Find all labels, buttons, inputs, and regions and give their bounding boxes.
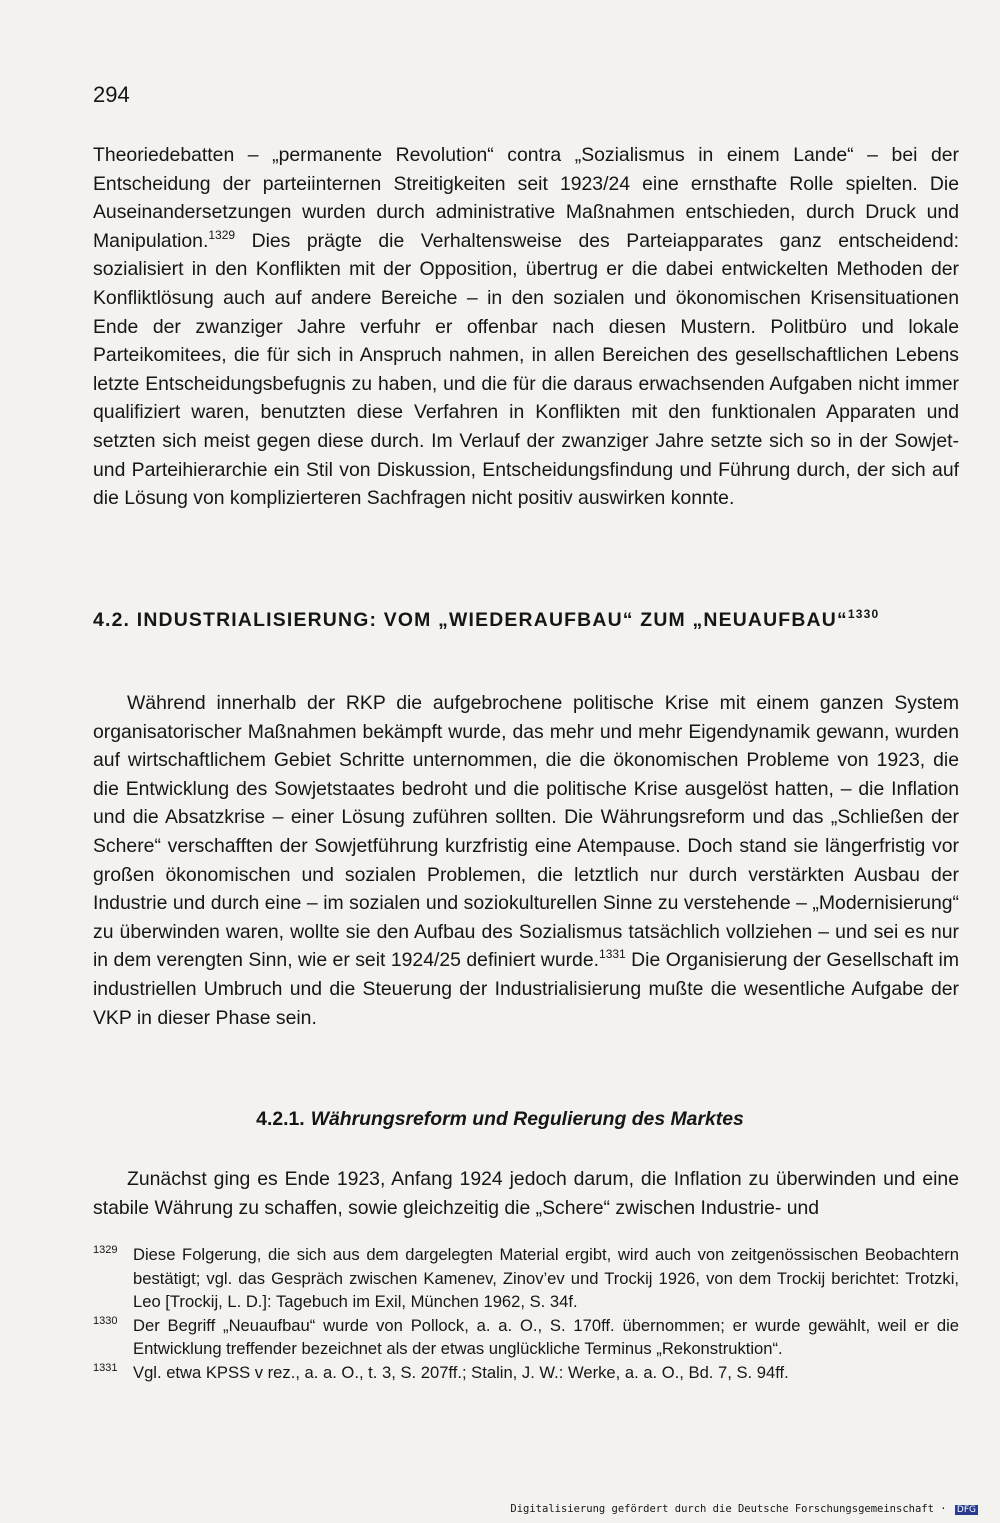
section-heading-text: 4.2. INDUSTRIALISIERUNG: VOM „WIEDERAUFBAU“ ZUM „NEUAUFBAU“ [93, 609, 848, 631]
footnote [93, 1361, 959, 1385]
body-paragraph [93, 689, 959, 1032]
paragraph-text: Während innerhalb der RKP die aufgebrochene politische Krise mit einem ganzen System organisatorischer Maßnahmen bekämpft wurde, das mehr und mehr Eigendynamik gewann, wurden auf wirtschaftlichem Gebiet Schritte unternommen, die die ökonomischen Probleme von 1923, die die Entwicklung des Sowjetstaates bedroht und die politische Krise ausgelöst hatten, – die Inflation und die Absatzkrise – einer Lösung zuführen sollten. Die Währungsreform und das „Schließen der Schere“ verschafften der Sowjetführung kurzfristig eine Atempause. Doch stand sie längerfristig vor großen ökonomischen und sozialen Problemen, die letztlich nur durch verstärkten Ausbau der Industrie und durch eine – im sozialen und soziokulturellen Sinne zu verstehende – „Modernisierung“ zu überwinden waren, wollte sie den Aufbau des Sozialismus tatsächlich vollziehen – und sei es nur in dem verengten Sinn, wie er seit 1924/25 definiert wurde. [93, 692, 959, 972]
digitization-credit [510, 1503, 978, 1515]
credit-text: Digitalisierung gefördert durch die Deutsche Forschungsgemeinschaft · [510, 1503, 947, 1515]
page-number: 294 [93, 82, 130, 107]
footnote [93, 1314, 959, 1361]
dfg-logo: DFG [956, 1505, 976, 1515]
paragraph-text: Die Organisierung der Gesellschaft im industriellen Umbruch und die Steuerung der Industrialisierung mußte die wesentliche Aufgabe der VKP in dieser Phase sein. [93, 949, 959, 1029]
subsection-number: 4.2.1. [256, 1108, 305, 1130]
body-paragraph [93, 141, 959, 513]
footnote-reference[interactable]: 1330 [847, 607, 880, 621]
footnote-text: Diese Folgerung, die sich aus dem dargelegten Material ergibt, wird auch von zeitgenössischen Beobachtern bestätigt; vgl. das Gespräch zwischen Kamenev, Zinov’ev und Trockij 1926, von dem Trockij berichtet: Trotzki, Leo [Trockij, L. D.]: Tagebuch im Exil, München 1962, S. 34f. [133, 1245, 959, 1312]
footnote-text: Der Begriff „Neuaufbau“ wurde von Pollock, a. a. O., S. 170ff. übernommen; er wurde gewählt, weil er die Entwicklung treffender bezeichnet als der etwas unglückliche Terminus „Rekonstruktion“. [133, 1315, 959, 1359]
body-paragraph [93, 1165, 959, 1222]
section-heading [93, 609, 879, 632]
footnote-reference[interactable]: 1331 [599, 947, 626, 962]
footnote-number: 1329 [93, 1244, 118, 1256]
subsection-heading [0, 1108, 1000, 1131]
paragraph-text: Zunächst ging es Ende 1923, Anfang 1924 jedoch darum, die Inflation zu überwinden und eine stabile Währung zu schaffen, sowie gleichzeitig die „Schere“ zwischen Industrie- und [93, 1168, 959, 1219]
paragraph-text: Theoriedebatten – „permanente Revolution“ contra „Sozialismus in einem Lande“ – bei der Entscheidung der parteiinternen Streitigkeiten seit 1923/24 eine ernsthafte Rolle spielten. Die Auseinandersetzungen wurden durch administrative Maßnahmen entschieden, durch Druck und Manipulation. [93, 144, 959, 252]
footnote-number: 1330 [93, 1314, 118, 1327]
footnote-reference[interactable]: 1329 [208, 227, 236, 242]
footnote [93, 1243, 959, 1314]
footnote-number: 1331 [93, 1361, 118, 1374]
subsection-title: Währungsreform und Regulierung des Marktes [310, 1108, 744, 1130]
footnotes [93, 1243, 959, 1385]
footnote-text: Vgl. etwa KPSS v rez., a. a. O., t. 3, S. 207ff.; Stalin, J. W.: Werke, a. a. O., Bd. 7, S. 94ff. [133, 1362, 789, 1382]
paragraph-text: Dies prägte die Verhaltensweise des Parteiapparates ganz entscheidend: sozialisiert in den Konflikten mit der Opposition, übertrug er die dabei entwickelten Methoden der Konfliktlösung auch auf andere Bereiche – in den sozialen und ökonomischen Krisensituationen Ende der zwanziger Jahre verfuhr er offenbar nach diesen Mustern. Politbüro und lokale Parteikomitees, die für sich in Anspruch nahmen, in allen Bereichen des gesellschaftlichen Lebens letzte Entscheidungsbefugnis zu haben, und die für die daraus erwachsenden Aufgaben nicht immer qualifiziert waren, benutzten diese Verfahren in Konflikten mit den funktionalen Apparaten und setzten sich meist gegen diese durch. Im Verlauf der zwanziger Jahre setzte sich so in der Sowjet- und Parteihierarchie ein Stil von Diskussion, Entscheidungsfindung und Führung durch, der sich auf die Lösung von komplizierteren Sachfragen nicht positiv auswirken konnte. [93, 229, 959, 510]
